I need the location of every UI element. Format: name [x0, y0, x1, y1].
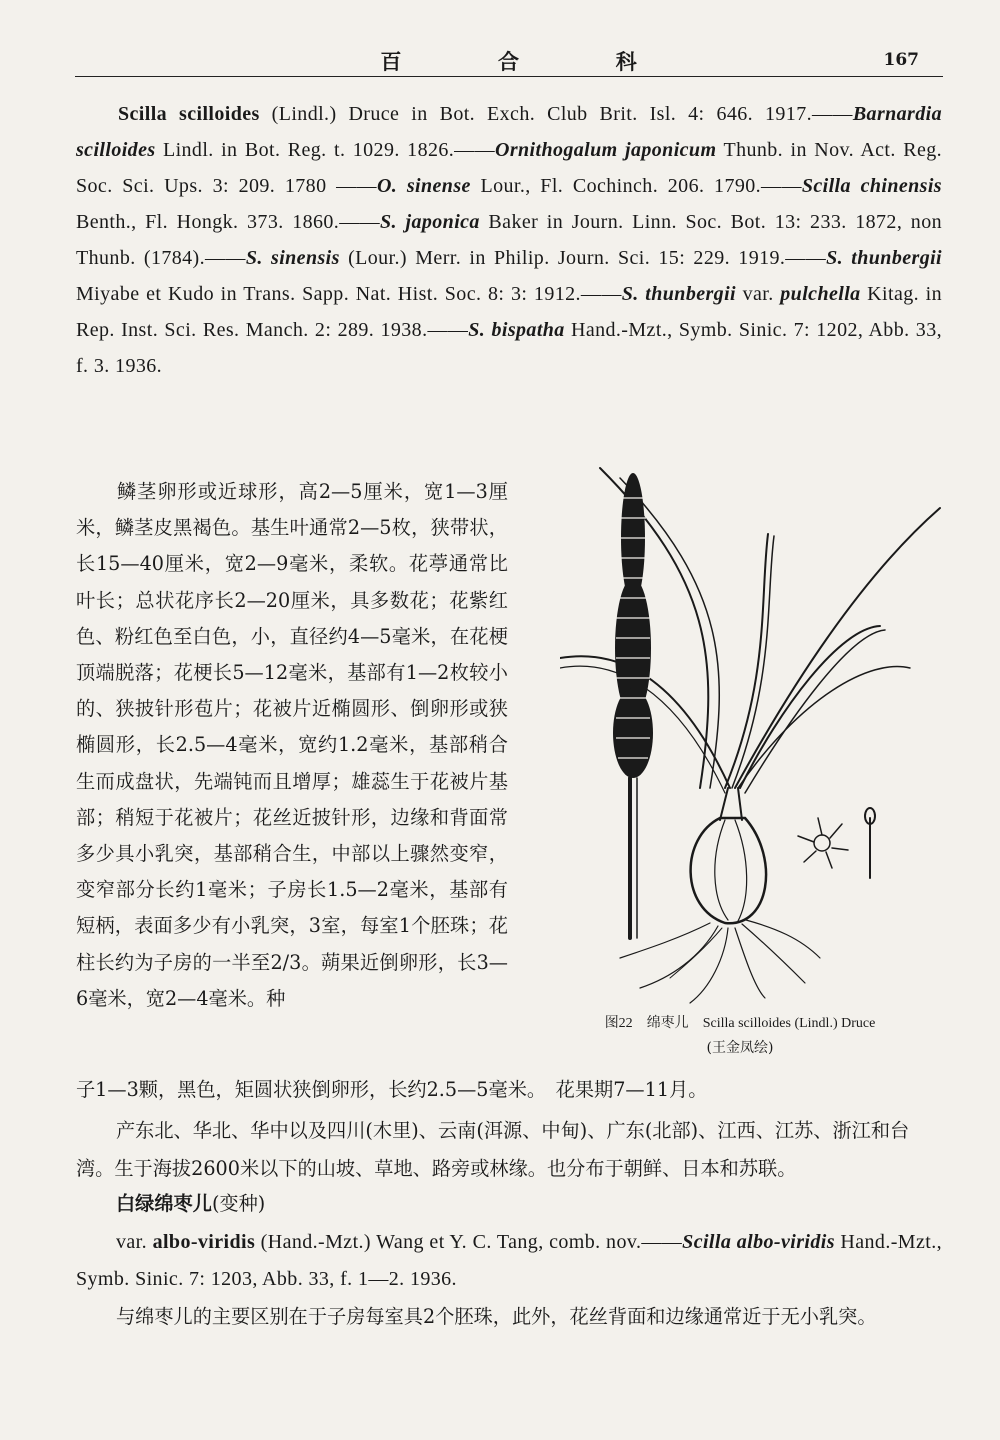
- variety-note: (变种): [211, 1192, 266, 1215]
- citation: Baker in Journ. Linn. Soc. Bot. 13: 233. 1872, non Thunb. (1784).——: [76, 211, 943, 269]
- plant-drawing: [560, 458, 950, 1018]
- citation: Lindl. in Bot. Reg. t. 1029. 1826.——: [155, 139, 495, 161]
- variety-synonymy: [76, 1224, 942, 1298]
- citation: (Lindl.) Druce in Bot. Exch. Club Brit. Isl. 4: 646. 1917.——: [259, 103, 853, 125]
- distribution-paragraph: 产东北、华北、华中以及四川(木里)、云南(洱源、中甸)、广东(北部)、江西、江苏、浙江和台湾。生于海拔2600米以下的山坡、草地、路旁或林缘。也分布于朝鲜、日本和苏联。: [76, 1119, 910, 1180]
- citation: Miyabe et Kudo in Trans. Sapp. Nat. Hist. Soc. 8: 3: 1912.——: [76, 283, 622, 305]
- variety-epithet: albo-viridis: [152, 1231, 256, 1253]
- caption-artist: (王金凤绘): [706, 1040, 774, 1056]
- citation: Thunb. in Nov. Act. Reg. Soc. Sci. Ups. 3: 209. 1780 ——: [76, 139, 943, 197]
- title-char-3: 科: [615, 49, 638, 74]
- description-paragraph: [76, 474, 508, 1017]
- synonym: S. thunbergii: [621, 283, 736, 305]
- figure-caption: [540, 1012, 940, 1060]
- description-text: 鳞茎卵形或近球形，高2—5厘米，宽1—3厘米，鳞茎皮黑褐色。基生叶通常2—5枚，狭带状，长15—40厘米，宽2—9毫米，柔软。花葶通常比叶长；总状花序长2—20厘米，具多数花；花紫红色、粉红色至白色，小，直径约4—5毫米，在花梗顶端脱落；花梗长5—12毫米，基部有1—2枚较小的、狭披针形苞片；花被片近椭圆形、倒卵形或狭椭圆形，长2.5—4毫米，宽约1.2毫米，基部稍合生而成盘状，先端钝而且增厚；雄蕊生于花被片基部；稍短于花被片；花丝近披针形，边缘和背面常多少具小乳突，基部稍合生，中部以上骤然变窄，变窄部分长约1毫米；子房长1.5—2毫米，基部有短柄，表面多少有小乳突，3室，每室1个胚珠；花柱长约为子房的一半至2/3。蒴果近倒卵形，长3—6毫米，宽2—4毫米。种: [76, 480, 508, 1010]
- synonym: S. japonica: [380, 211, 480, 233]
- synonym: Barnardia scilloides: [76, 103, 942, 161]
- figure-chinese-name: 绵枣儿: [646, 1016, 689, 1031]
- plant-illustration: [560, 458, 950, 1018]
- citation: Benth., Fl. Hongk. 373. 1860.——: [76, 211, 381, 233]
- running-header: [75, 44, 943, 78]
- variety-heading: [116, 1186, 265, 1222]
- synonym: S. sinensis: [245, 247, 340, 269]
- synonym: O. sinense: [376, 175, 471, 197]
- header-rule: [75, 76, 943, 77]
- citation: Kitag. in Rep. Inst. Sci. Res. Manch. 2: 289. 1938.——: [76, 283, 942, 341]
- title-char-1: 百: [380, 49, 403, 74]
- figure-label: 图22: [604, 1016, 633, 1031]
- citation: var.: [736, 283, 781, 305]
- family-title: [75, 46, 943, 76]
- citation: var.: [116, 1231, 153, 1253]
- synonym: Scilla chinensis: [801, 175, 942, 197]
- synonym: S. thunbergii: [826, 247, 943, 269]
- citation: Hand.-Mzt., Symb. Sinic. 7: 1203, Abb. 33, f. 1—2. 1936.: [76, 1231, 943, 1290]
- citation: Lour., Fl. Cochinch. 206. 1790.——: [470, 175, 802, 197]
- synonym: S. bispatha: [468, 319, 565, 341]
- citation: (Hand.-Mzt.) Wang et Y. C. Tang, comb. nov.——: [255, 1231, 683, 1253]
- figure-latin-name: Scilla scilloides (Lindl.) Druce: [702, 1016, 876, 1031]
- variety-difference: 与绵枣儿的主要区别在于子房每室具2个胚珠，此外，花丝背面和边缘通常近于无小乳突。: [116, 1305, 877, 1328]
- page-number: 167: [883, 50, 919, 70]
- synonym: Scilla albo-viridis: [682, 1231, 835, 1253]
- synonym: Ornithogalum japonicum: [494, 139, 717, 161]
- synonym: pulchella: [780, 283, 861, 305]
- species-name: Scilla scilloides: [118, 103, 260, 125]
- title-char-2: 合: [498, 49, 520, 74]
- citation: (Lour.) Merr. in Philip. Journ. Sci. 15: 229. 1919.——: [339, 247, 827, 269]
- description-continuation: 子1—3颗，黑色，矩圆状狭倒卵形，长约2.5—5毫米。 花果期7—11月。: [76, 1078, 708, 1101]
- variety-name-zh: 白绿绵枣儿: [116, 1192, 212, 1215]
- synonymy-paragraph: [76, 96, 942, 384]
- citation: Hand.-Mzt., Symb. Sinic. 7: 1202, Abb. 33, f. 3. 1936.: [76, 319, 942, 377]
- caption-line-1: [540, 1012, 940, 1036]
